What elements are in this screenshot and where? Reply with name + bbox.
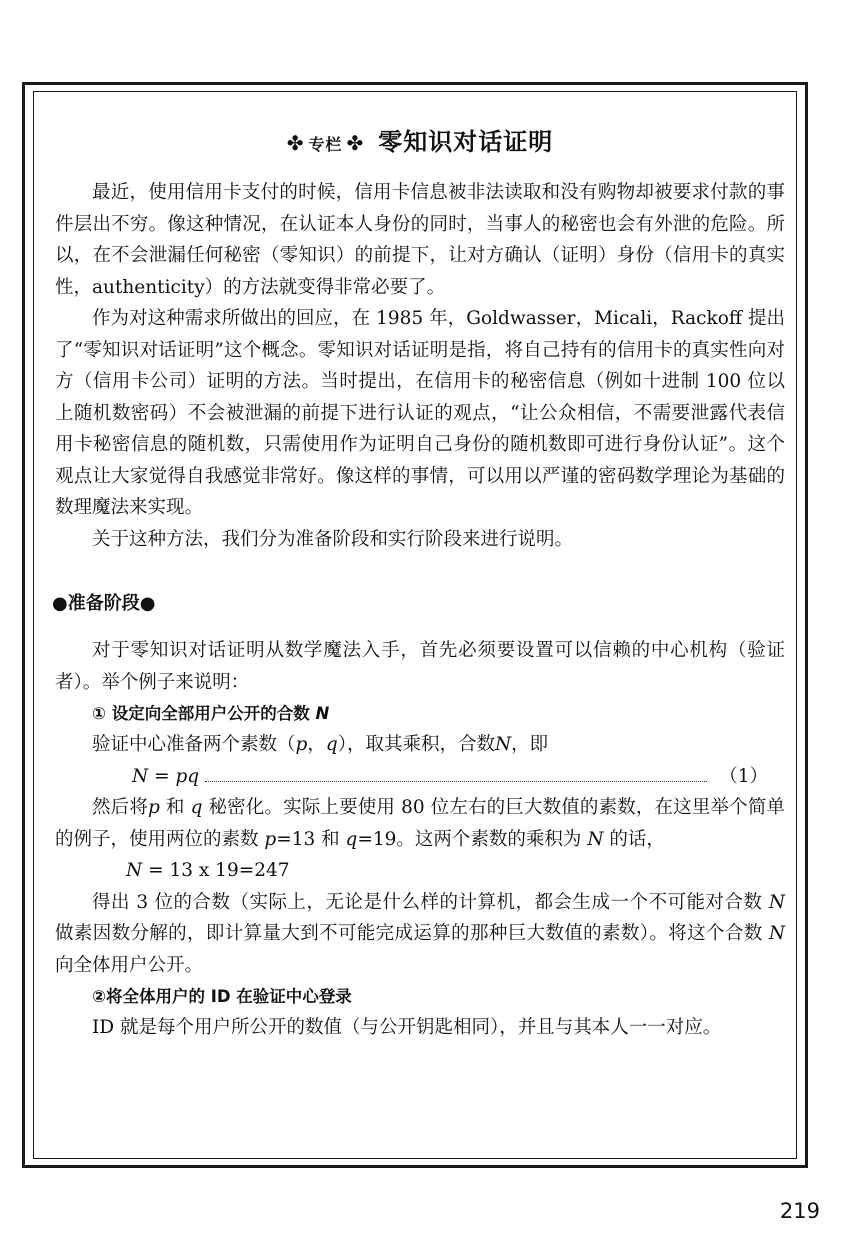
section-heading-prep: ●准备阶段● bbox=[52, 593, 156, 614]
var-p: p bbox=[147, 797, 160, 818]
text-span: 秘密化。实际上要使用 80 位左右的巨大数值的素数，在这里举个简单的例子，使用两位的素数 bbox=[55, 797, 786, 850]
var-q: q bbox=[325, 734, 338, 755]
text-span: 得出 3 位的合数（实际上，无论是什么样的计算机，都会生成一个不可能对合数 bbox=[92, 891, 769, 913]
ornament-right-icon: ✤ bbox=[346, 131, 365, 155]
var-q: q bbox=[345, 828, 358, 850]
equation-1 bbox=[132, 761, 768, 793]
step-1-title: ① 设定向全部用户公开的合数 bbox=[92, 704, 316, 723]
prep-paragraph-1: 对于零知识对话证明从数学魔法入手，首先必须要设置可以信赖的中心机构（验证者）。举个例子来说明： bbox=[55, 640, 785, 693]
text-span: 做素因数分解的，即计算量大到不可能完成运算的那种巨大数值的素数）。将这个合数 bbox=[55, 923, 769, 944]
var-N: N bbox=[315, 704, 330, 723]
column-content bbox=[52, 122, 786, 1044]
var-q: q bbox=[190, 797, 203, 818]
ornament-left-icon: ✤ bbox=[286, 131, 305, 155]
text-span: 验证中心准备两个素数（ bbox=[92, 734, 296, 755]
step-1-line-1 bbox=[92, 729, 785, 761]
intro-paragraph-3: 关于这种方法，我们分为准备阶段和实行阶段来进行说明。 bbox=[92, 528, 574, 550]
equals-sign: = bbox=[148, 765, 176, 787]
text-span: 和 bbox=[159, 797, 191, 818]
var-N: N bbox=[126, 860, 143, 881]
column-title bbox=[55, 122, 785, 157]
text-span: =13 和 bbox=[276, 828, 346, 850]
page-number: 219 bbox=[779, 1199, 820, 1223]
text-span: ， bbox=[307, 734, 326, 755]
step-1-heading bbox=[92, 698, 785, 729]
column-heading: 零知识对话证明 bbox=[378, 128, 554, 156]
intro-paragraph-2: 作为对这种需求所做出的回应，在 1985 年，Goldwasser，Micali，Rackoff 提出了“零知识对话证明”这个概念。零知识对话证明是指，将自己持有的信用卡的真实性向对方（信用卡公司）证明的方法。当时提出，在信用卡的秘密信息（例如十进制 100 位以上随机数密码）不会被泄漏的前提下进行认证的观点，“让公众相信，不需要泄露代表信用卡秘密信息的随机数，只需使用作为证明自己身份的随机数即可进行身份认证”。这个观点让大家觉得自我感觉非常好。像这样的事情，可以用以严谨的密码数学理论为基础的数理魔法来实现。 bbox=[55, 308, 785, 518]
var-p: p bbox=[295, 734, 308, 755]
var-N: N bbox=[768, 923, 785, 944]
var-N: N bbox=[494, 734, 512, 755]
var-pq: pq bbox=[175, 765, 200, 787]
equation-2 bbox=[126, 855, 785, 887]
step-1-paragraph-3 bbox=[55, 887, 785, 982]
intro-paragraph-1: 最近，使用信用卡支付的时候，信用卡信息被非法读取和没有购物却被要求付款的事件层出不穷。像这种情况，在认证本人身份的同时，当事人的秘密也会有外泄的危险。所以，在不会泄漏任何秘密（零知识）的前提下，让对方确认（证明）身份（信用卡的真实性，authenticity）的方法就变得非常必要了。 bbox=[55, 182, 785, 298]
column-label: 专栏 bbox=[308, 135, 343, 154]
text-span: 向全体用户公开。 bbox=[55, 954, 204, 976]
step-2-line: ID 就是每个用户所公开的数值（与公开钥匙相同），并且与其本人一一对应。 bbox=[92, 1017, 722, 1038]
var-p: p bbox=[264, 828, 277, 850]
leader-dots bbox=[205, 781, 707, 782]
var-N: N bbox=[768, 891, 785, 913]
text-span: ），取其乘积，合数 bbox=[337, 734, 495, 755]
text-span: 的话， bbox=[603, 828, 665, 850]
text-span: ，即 bbox=[511, 734, 549, 755]
text-span: =19。这两个素数的乘积为 bbox=[357, 828, 588, 850]
text-span: 然后将 bbox=[92, 797, 148, 818]
step-1-paragraph-2 bbox=[55, 792, 785, 855]
equation-1-number: （1） bbox=[719, 765, 768, 787]
var-N: N bbox=[587, 828, 604, 850]
equation-2-rest: = 13 x 19=247 bbox=[142, 860, 290, 881]
equation-1-expression bbox=[132, 761, 199, 793]
var-N: N bbox=[132, 765, 149, 787]
step-2-heading: ②将全体用户的 ID 在验证中心登录 bbox=[92, 987, 352, 1006]
